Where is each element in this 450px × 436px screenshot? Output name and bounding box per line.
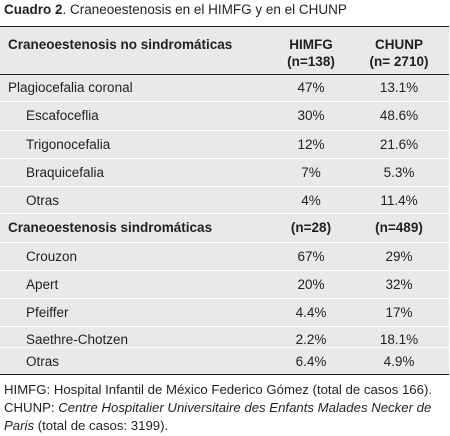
table-row bbox=[0, 131, 449, 159]
row-himfg: 4% bbox=[301, 193, 321, 208]
row-himfg: 30% bbox=[297, 108, 325, 123]
row-label: Pfeiffer bbox=[26, 305, 69, 320]
row-label: Crouzon bbox=[26, 249, 78, 264]
table-footnote bbox=[4, 381, 448, 435]
row-chunp: 11.4% bbox=[380, 193, 418, 208]
row-himfg: 7% bbox=[301, 165, 321, 180]
table-row bbox=[0, 214, 449, 242]
row-chunp: 21.6% bbox=[379, 137, 419, 152]
table-row bbox=[0, 271, 449, 299]
table-row bbox=[0, 102, 449, 130]
footnote-italic: Centre Hospitalier Universitaire des Enfants Malades Necker de Paris bbox=[4, 400, 432, 433]
table-row bbox=[0, 75, 449, 103]
row-himfg: 20% bbox=[297, 277, 325, 292]
row-chunp: 29% bbox=[385, 249, 413, 264]
row-label: Craneoestenosis sindromáticas bbox=[8, 220, 213, 235]
row-chunp: 5.3% bbox=[383, 165, 415, 180]
row-chunp: 4.9% bbox=[383, 354, 415, 369]
row-chunp: 18.1% bbox=[379, 332, 419, 347]
row-chunp: 17% bbox=[385, 305, 413, 320]
table-row bbox=[0, 159, 449, 187]
header-group-label: Craneoestenosis no sindromáticas bbox=[8, 37, 233, 52]
caption-text: . Craneoestenosis en el HIMFG y en el CHUNP bbox=[62, 2, 347, 17]
row-himfg: 4.4% bbox=[295, 305, 327, 320]
table-header-row bbox=[0, 27, 449, 71]
row-chunp: (n=489) bbox=[375, 220, 423, 235]
row-chunp: 48.6% bbox=[379, 108, 419, 123]
row-label: Trigonocefalia bbox=[26, 137, 111, 152]
row-label: Saethre-Chotzen bbox=[26, 332, 129, 347]
row-himfg: 47% bbox=[297, 80, 325, 95]
row-himfg: 12% bbox=[297, 137, 325, 152]
caption-label: Cuadro 2 bbox=[4, 2, 63, 17]
header-chunp: CHUNP bbox=[374, 37, 423, 52]
header-chunp-n: (n= 2710) bbox=[369, 54, 429, 69]
table-caption bbox=[4, 1, 347, 19]
row-label: Apert bbox=[26, 277, 59, 292]
header-himfg-n: (n=138) bbox=[287, 54, 335, 69]
footnote-text: HIMFG: Hospital Infantil de México Federico Gómez (total de casos 166). CHUNP: bbox=[4, 382, 433, 415]
row-label: Escafoceflia bbox=[26, 108, 99, 123]
row-himfg: (n=28) bbox=[290, 220, 332, 235]
row-label: Otras bbox=[26, 354, 60, 369]
row-chunp: 32% bbox=[385, 277, 413, 292]
table-row bbox=[0, 299, 449, 327]
row-label: Plagiocefalia coronal bbox=[8, 80, 133, 95]
table-row bbox=[0, 187, 449, 215]
row-label: Braquicefalia bbox=[26, 165, 105, 180]
header-himfg: HIMFG bbox=[289, 37, 333, 52]
row-chunp: 13.1% bbox=[379, 80, 419, 95]
data-table bbox=[0, 26, 449, 375]
row-label: Otras bbox=[26, 193, 60, 208]
table-row bbox=[0, 348, 449, 376]
table-row bbox=[0, 243, 449, 271]
footnote-text-end: (total de casos: 3199). bbox=[34, 418, 169, 433]
row-himfg: 2.2% bbox=[295, 332, 327, 347]
row-himfg: 6.4% bbox=[295, 354, 327, 369]
row-himfg: 67% bbox=[297, 249, 325, 264]
